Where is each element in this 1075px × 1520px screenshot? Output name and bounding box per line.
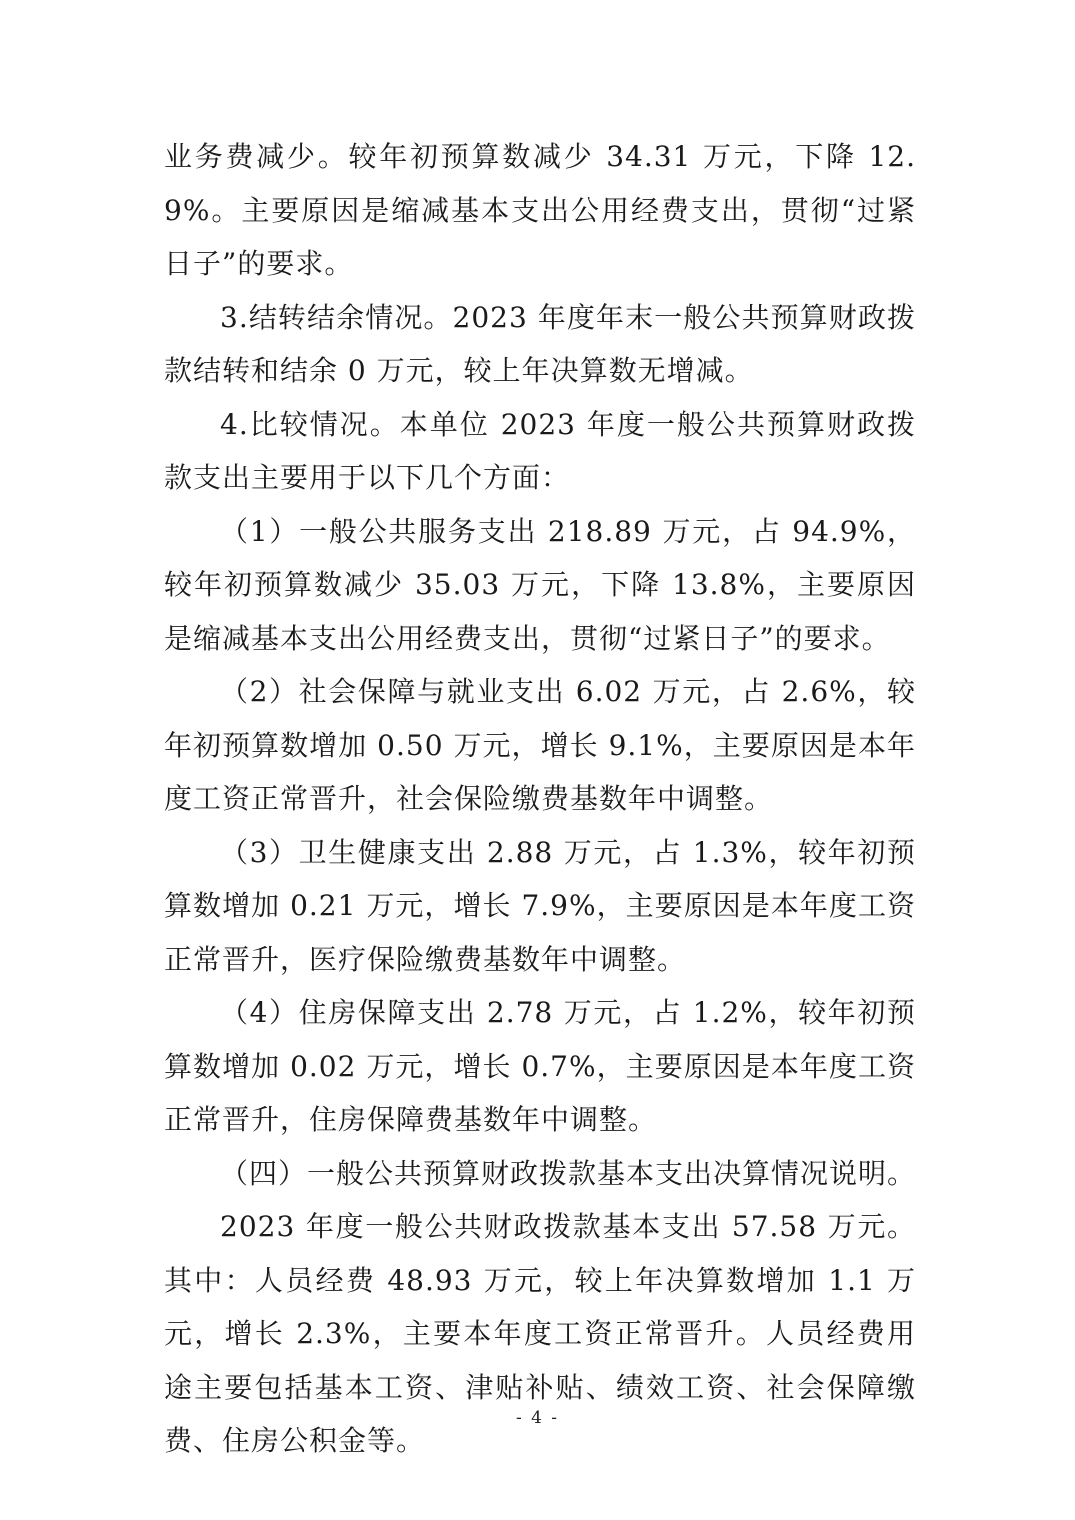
page-number: - 4 -	[515, 1408, 560, 1428]
paragraph-comparison-intro: 4.比较情况。本单位 2023 年度一般公共预算财政拨款支出主要用于以下几个方面：	[164, 407, 916, 494]
paragraph-social-security-employment: （2）社会保障与就业支出 6.02 万元，占 2.6%，较年初预算数增加 0.50 万元，增长 9.1%，主要原因是本年度工资正常晋升，社会保险缴费基数年中调整。	[164, 675, 916, 815]
paragraph-business-expense-decrease: 业务费减少。较年初预算数减少 34.31 万元，下降 12.9%。主要原因是缩减基本支出公用经费支出，贯彻“过紧日子”的要求。	[164, 140, 916, 280]
paragraph-general-public-services: （1）一般公共服务支出 218.89 万元，占 94.9%，较年初预算数减少 35.03 万元，下降 13.8%，主要原因是缩减基本支出公用经费支出，贯彻“过紧日子”的要求。	[164, 514, 916, 655]
document-body	[164, 130, 916, 1468]
paragraph-housing-security: （4）住房保障支出 2.78 万元，占 1.2%，较年初预算数增加 0.02 万元，增长 0.7%，主要原因是本年度工资正常晋升，住房保障费基数年中调整。	[164, 996, 916, 1136]
paragraph-basic-expenditure-detail: 2023 年度一般公共财政拨款基本支出 57.58 万元。其中：人员经费 48.93 万元，较上年决算数增加 1.1 万元，增长 2.3%，主要本年度工资正常晋升。人员经费用途主要包括基本工资、津贴补贴、绩效工资、社会保障缴费、住房公积金等。	[164, 1210, 916, 1457]
paragraph-carryover-balance: 3.结转结余情况。2023 年度年末一般公共预算财政拨款结转和结余 0 万元，较上年决算数无增减。	[164, 300, 916, 387]
section-heading-basic-expenditure: （四）一般公共预算财政拨款基本支出决算情况说明。	[220, 1156, 917, 1190]
paragraph-health: （3）卫生健康支出 2.88 万元，占 1.3%，较年初预算数增加 0.21 万元，增长 7.9%，主要原因是本年度工资正常晋升，医疗保险缴费基数年中调整。	[164, 835, 916, 976]
